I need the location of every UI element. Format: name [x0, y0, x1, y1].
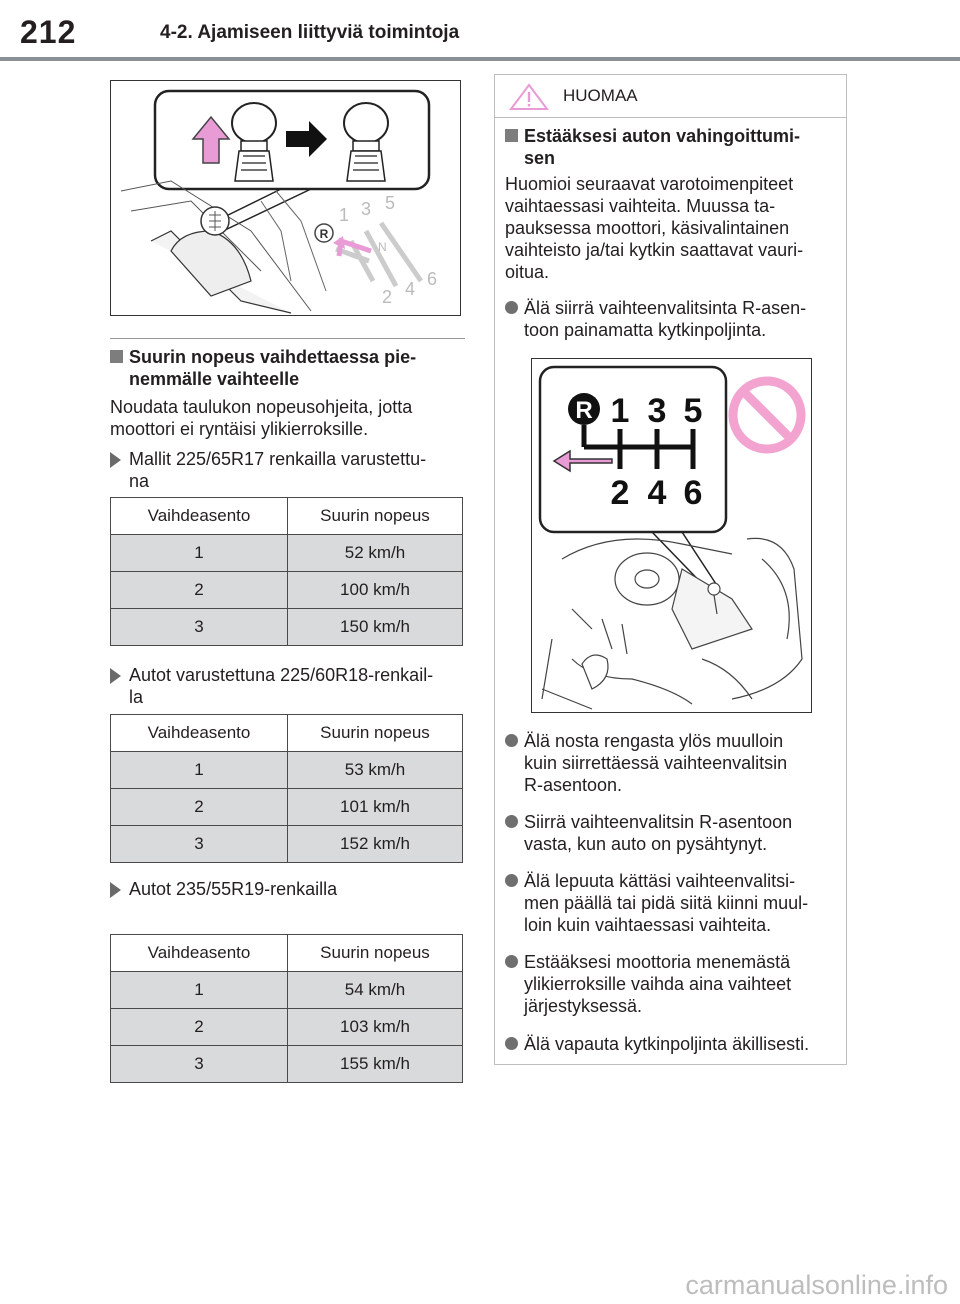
notice-bullet — [505, 951, 835, 1017]
table-header-row — [111, 935, 463, 972]
notice-header — [495, 75, 846, 118]
notice-bullet-text: Siirrä vaihteenvalitsin R-asentoon vasta, kun auto on pysähtynyt. — [524, 812, 793, 854]
speed-table — [110, 497, 463, 646]
round-bullet-icon — [505, 955, 518, 968]
notice-bullet — [505, 730, 835, 796]
table-header-row — [111, 498, 463, 535]
shift-pattern-diagram — [315, 193, 437, 307]
table-row — [111, 826, 463, 863]
table-row — [111, 1009, 463, 1046]
square-bullet-icon — [505, 129, 518, 142]
gear-digit-6: 6 — [683, 474, 703, 512]
gear-digit-4: 4 — [647, 474, 667, 512]
notice-title: HUOMAA — [563, 86, 638, 105]
gear-digit-3: 3 — [361, 199, 372, 219]
column-header-max-speed: Suurin nopeus — [288, 498, 463, 535]
table-row — [111, 535, 463, 572]
gear-digit-5: 5 — [683, 392, 703, 430]
watermark: carmanualsonline.info — [685, 1270, 948, 1300]
tire-group-label — [110, 448, 460, 492]
reverse-gear-illustration — [531, 358, 812, 713]
gear-cell: 1 — [111, 535, 288, 572]
tire-group-label-text: Mallit 225/65R17 renkailla varustettu- na — [129, 449, 427, 491]
gear-digit-2: 2 — [382, 287, 393, 307]
tire-group-label — [110, 664, 465, 708]
notice-bullet-text: Älä vapauta kytkinpoljinta äkillisesti. — [524, 1034, 810, 1054]
column-header-gear: Vaihdeasento — [111, 498, 288, 535]
speed-subheading-text: Suurin nopeus vaihdettaessa pie- nemmälle vaihteelle — [129, 347, 417, 389]
column-header-max-speed: Suurin nopeus — [288, 715, 463, 752]
speed-cell: 155 km/h — [288, 1046, 463, 1083]
round-bullet-icon — [505, 1037, 518, 1050]
round-bullet-icon — [505, 734, 518, 747]
speed-cell: 52 km/h — [288, 535, 463, 572]
section-divider — [110, 338, 465, 339]
page-header — [0, 0, 960, 60]
gear-digit-1: 1 — [610, 392, 630, 430]
table-header-row — [111, 715, 463, 752]
notice-subheading-text: Estääksesi auton vahingoittumi- sen — [524, 126, 801, 168]
gear-cell: 1 — [111, 972, 288, 1009]
gear-digit-3: 3 — [647, 392, 667, 430]
notice-bullet — [505, 1033, 835, 1055]
notice-box — [494, 74, 847, 1065]
speed-cell: 54 km/h — [288, 972, 463, 1009]
notice-intro: Huomioi seuraavat varotoimenpiteet vaihtaessasi vaihteita. Muussa ta- pauksessa moottori, käsivalintainen vaihteisto ja/tai kytkin saattavat vauri- oitua. — [505, 174, 804, 282]
table-row — [111, 609, 463, 646]
gear-digit-5: 5 — [385, 193, 396, 213]
neutral-label: N — [378, 240, 387, 254]
notice-bullet — [505, 870, 835, 936]
speed-intro: Noudata taulukon nopeusohjeita, jotta moottori ei ryntäisi ylikierroksille. — [110, 397, 413, 439]
notice-bullet-text: Älä lepuuta kättäsi vaihteenvalitsi- men päällä tai pidä siitä kiinni muul- loin kuin vaihtaessasi vaihteita. — [524, 871, 809, 935]
gear-cell: 3 — [111, 609, 288, 646]
speed-cell: 100 km/h — [288, 572, 463, 609]
gear-cell: 1 — [111, 752, 288, 789]
arrow-bullet-icon — [110, 452, 121, 468]
gear-digit-1: 1 — [339, 205, 350, 225]
gear-shift-illustration — [110, 80, 461, 316]
speed-cell: 101 km/h — [288, 789, 463, 826]
warning-triangle-icon — [509, 83, 549, 111]
speed-cell: 152 km/h — [288, 826, 463, 863]
gear-digit-6: 6 — [427, 269, 438, 289]
gear-digit-2: 2 — [610, 474, 630, 512]
reverse-label: R — [319, 227, 329, 241]
section-title: 4-2. Ajamiseen liittyviä toimintoja — [160, 22, 460, 43]
gear-cell: 2 — [111, 1009, 288, 1046]
gear-cell: 3 — [111, 1046, 288, 1083]
column-header-max-speed: Suurin nopeus — [288, 935, 463, 972]
speed-cell: 53 km/h — [288, 752, 463, 789]
notice-bullet-text: Älä nosta rengasta ylös muulloin kuin siirrettäessä vaihteenvalitsin R-asentoon. — [524, 731, 788, 795]
speed-table — [110, 934, 463, 1083]
speed-subheading — [110, 346, 455, 390]
arrow-bullet-icon — [110, 668, 121, 684]
prohibition-icon — [733, 381, 801, 449]
speed-table — [110, 714, 463, 863]
gear-cell: 2 — [111, 789, 288, 826]
car-interior-sketch — [542, 538, 802, 709]
speed-cell: 150 km/h — [288, 609, 463, 646]
column-header-gear: Vaihdeasento — [111, 935, 288, 972]
table-row — [111, 789, 463, 826]
notice-bullet-text: Älä siirrä vaihteenvalitsinta R-asen- toon painamatta kytkinpoljinta. — [524, 298, 807, 340]
table-row — [111, 752, 463, 789]
gear-cell: 2 — [111, 572, 288, 609]
round-bullet-icon — [505, 874, 518, 887]
round-bullet-icon — [505, 301, 518, 314]
table-row — [111, 972, 463, 1009]
notice-bullet — [505, 811, 835, 855]
gear-cell: 3 — [111, 826, 288, 863]
round-bullet-icon — [505, 815, 518, 828]
square-bullet-icon — [110, 350, 123, 363]
notice-bullet-text: Estääksesi moottoria menemästä ylikierroksille vaihda aina vaihteet järjestyksessä. — [524, 952, 792, 1016]
column-header-gear: Vaihdeasento — [111, 715, 288, 752]
table-row — [111, 572, 463, 609]
gear-digit-4: 4 — [405, 279, 416, 299]
speed-cell: 103 km/h — [288, 1009, 463, 1046]
page-number: 212 — [20, 14, 77, 50]
gear-shift-drawing — [111, 81, 460, 315]
reverse-label: R — [575, 397, 593, 424]
header-rule — [0, 57, 960, 61]
tire-group-label-text: Autot 235/55R19-renkailla — [129, 879, 338, 899]
table-row — [111, 1046, 463, 1083]
reverse-gear-drawing — [532, 359, 811, 712]
tire-group-label-text: Autot varustettuna 225/60R18-renkail- la — [129, 665, 434, 707]
notice-bullet — [505, 297, 835, 341]
notice-subheading — [505, 125, 830, 169]
arrow-bullet-icon — [110, 882, 121, 898]
tire-group-label — [110, 878, 465, 900]
